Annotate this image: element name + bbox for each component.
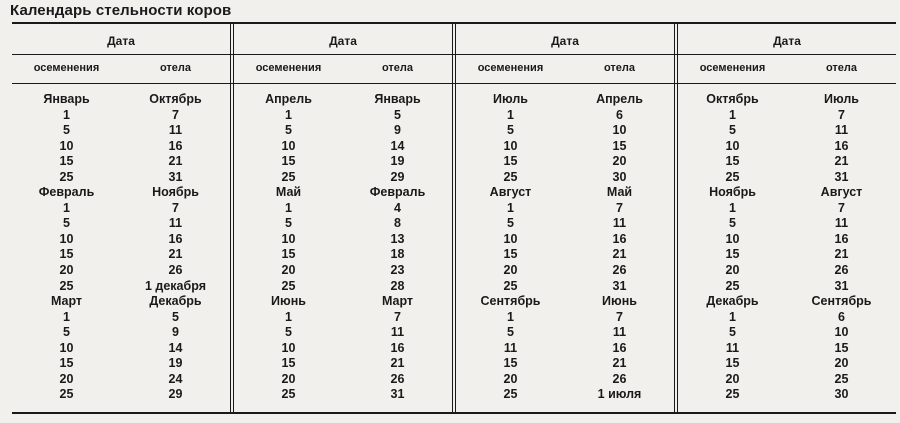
calving-cell: 7 — [172, 107, 179, 122]
calving-cell: 21 — [612, 356, 627, 371]
insemination-cell: 20 — [59, 371, 74, 386]
insemination-cell: 5 — [285, 216, 292, 231]
insemination-cell: 1 — [63, 200, 70, 215]
insemination-cell: 5 — [729, 216, 736, 231]
calving-cell: 21 — [168, 154, 183, 169]
insemination-cell: 15 — [59, 247, 74, 262]
calving-header: отела — [603, 62, 636, 74]
calving-cell: 21 — [168, 247, 183, 262]
calving-cell: 26 — [168, 263, 183, 278]
insemination-cell: 20 — [503, 263, 518, 278]
insemination-cell: 15 — [281, 356, 296, 371]
calving-cell: 9 — [172, 325, 179, 340]
date-columns — [234, 83, 452, 403]
calving-cell: 29 — [168, 387, 183, 402]
calving-cell: 21 — [834, 247, 849, 262]
insemination-cell: 15 — [503, 154, 518, 169]
calving-cell: Июнь — [602, 294, 637, 309]
calving-cell: 23 — [390, 263, 405, 278]
insemination-cell: Июль — [493, 92, 528, 106]
insemination-cell: 1 — [729, 309, 736, 324]
subheader-row — [234, 54, 452, 83]
insemination-cell: 1 — [285, 107, 292, 122]
calving-cell: 15 — [834, 340, 849, 355]
insemination-cell: Февраль — [38, 185, 95, 200]
insemination-cell: 25 — [281, 278, 296, 293]
calving-cell: 31 — [390, 387, 405, 402]
calving-cell: 7 — [394, 309, 401, 324]
insemination-cell: 20 — [281, 263, 296, 278]
calving-cell: 14 — [390, 138, 405, 153]
column-group-4 — [674, 24, 896, 412]
insemination-cell: 10 — [281, 340, 296, 355]
calving-cell: Январь — [374, 92, 421, 106]
calving-cell: 10 — [612, 123, 627, 138]
insemination-cell: 5 — [285, 123, 292, 138]
insemination-cell: 1 — [285, 309, 292, 324]
calving-cell: 21 — [612, 247, 627, 262]
calving-cell: Март — [381, 294, 414, 309]
calving-cell: 20 — [612, 154, 627, 169]
insemination-cell: 15 — [725, 247, 740, 262]
insemination-cell: Декабрь — [706, 294, 759, 309]
calving-column — [787, 92, 896, 403]
calving-cell: 8 — [394, 216, 401, 231]
calving-cell: Июль — [824, 92, 859, 106]
calving-cell: Ноябрь — [152, 185, 199, 200]
insemination-cell: Ноябрь — [709, 185, 756, 200]
insemination-header: осеменения — [255, 62, 322, 74]
calving-cell: Декабрь — [149, 294, 202, 309]
insemination-header: осеменения — [699, 62, 766, 74]
date-columns — [678, 83, 896, 403]
insemination-cell: 10 — [59, 340, 74, 355]
calving-header: отела — [381, 62, 414, 74]
column-group-3 — [452, 24, 674, 412]
calving-cell: 1 декабря — [144, 278, 206, 293]
calving-cell: 18 — [390, 247, 405, 262]
insemination-header: осеменения — [477, 62, 544, 74]
calving-cell: 14 — [168, 340, 183, 355]
insemination-cell: 10 — [725, 138, 740, 153]
insemination-cell: 20 — [59, 263, 74, 278]
calving-cell: 7 — [616, 200, 623, 215]
date-header: Дата — [329, 34, 357, 48]
calving-cell: Октябрь — [149, 92, 202, 106]
calving-cell: 19 — [168, 356, 183, 371]
insemination-cell: 10 — [281, 231, 296, 246]
insemination-cell: 1 — [729, 200, 736, 215]
insemination-cell: Июнь — [271, 294, 306, 309]
insemination-cell: 5 — [63, 123, 70, 138]
calving-cell: 6 — [838, 309, 845, 324]
insemination-cell: 1 — [63, 107, 70, 122]
calving-cell: 31 — [612, 278, 627, 293]
calving-cell: 26 — [834, 263, 849, 278]
calving-header: отела — [825, 62, 858, 74]
insemination-cell: 1 — [285, 200, 292, 215]
insemination-cell: 15 — [281, 247, 296, 262]
insemination-cell: 5 — [63, 325, 70, 340]
date-header: Дата — [773, 34, 801, 48]
calving-cell: 20 — [834, 356, 849, 371]
insemination-column — [12, 92, 121, 403]
calving-header: отела — [159, 62, 192, 74]
subheader-row — [678, 54, 896, 83]
bottom-rule — [12, 412, 896, 414]
date-header: Дата — [107, 34, 135, 48]
calving-column — [121, 92, 230, 403]
insemination-cell: 5 — [285, 325, 292, 340]
insemination-cell: 25 — [725, 169, 740, 184]
insemination-cell: 25 — [59, 169, 74, 184]
calving-cell: 29 — [390, 169, 405, 184]
insemination-cell: 1 — [507, 200, 514, 215]
calving-cell: 24 — [168, 371, 183, 386]
insemination-cell: Январь — [43, 92, 90, 106]
calving-cell: 11 — [834, 123, 849, 138]
insemination-column — [234, 92, 343, 403]
insemination-cell: 25 — [59, 387, 74, 402]
calving-cell: 7 — [838, 107, 845, 122]
calving-cell: 4 — [394, 200, 401, 215]
date-columns — [456, 83, 674, 403]
calving-cell: 5 — [172, 309, 179, 324]
calving-cell: 16 — [834, 138, 849, 153]
insemination-column — [456, 92, 565, 403]
calving-column — [565, 92, 674, 403]
insemination-cell: 10 — [59, 231, 74, 246]
insemination-cell: 20 — [503, 371, 518, 386]
insemination-cell: 25 — [503, 169, 518, 184]
calving-cell: 26 — [612, 371, 627, 386]
calving-cell: Август — [820, 185, 863, 200]
column-group-2 — [230, 24, 452, 412]
calving-cell: 26 — [612, 263, 627, 278]
calving-cell: 26 — [390, 371, 405, 386]
insemination-cell: 20 — [725, 263, 740, 278]
calving-cell: 5 — [394, 107, 401, 122]
calving-cell: 21 — [834, 154, 849, 169]
calving-cell: 11 — [612, 216, 627, 231]
insemination-cell: 1 — [63, 309, 70, 324]
insemination-cell: 25 — [281, 387, 296, 402]
calving-cell: 9 — [394, 123, 401, 138]
calving-cell: 11 — [834, 216, 849, 231]
calving-cell: 6 — [616, 107, 623, 122]
insemination-cell: Май — [275, 185, 302, 200]
insemination-cell: 1 — [507, 309, 514, 324]
insemination-cell: 11 — [503, 340, 518, 355]
calving-cell: 16 — [834, 231, 849, 246]
calving-cell: 28 — [390, 278, 405, 293]
calving-cell: 11 — [612, 325, 627, 340]
insemination-cell: Март — [50, 294, 83, 309]
insemination-cell: 15 — [503, 356, 518, 371]
insemination-cell: Октябрь — [706, 92, 759, 106]
insemination-cell: 15 — [503, 247, 518, 262]
insemination-cell: 5 — [507, 216, 514, 231]
insemination-cell: 5 — [507, 325, 514, 340]
insemination-cell: 10 — [725, 231, 740, 246]
insemination-cell: 20 — [725, 371, 740, 386]
calving-cell: 11 — [168, 216, 183, 231]
calving-cell: 16 — [612, 231, 627, 246]
calving-cell: 30 — [612, 169, 627, 184]
insemination-cell: 10 — [281, 138, 296, 153]
calving-cell: 31 — [168, 169, 183, 184]
calving-cell: 13 — [390, 231, 405, 246]
date-columns — [12, 83, 230, 403]
insemination-cell: 5 — [507, 123, 514, 138]
insemination-header: осеменения — [33, 62, 100, 74]
insemination-cell: 25 — [725, 278, 740, 293]
calving-cell: 31 — [834, 169, 849, 184]
insemination-cell: 15 — [281, 154, 296, 169]
insemination-cell: 10 — [503, 138, 518, 153]
calving-cell: 10 — [834, 325, 849, 340]
column-group-1 — [12, 24, 230, 412]
insemination-cell: 11 — [725, 340, 740, 355]
insemination-cell: 15 — [59, 356, 74, 371]
insemination-column — [678, 92, 787, 403]
calving-cell: Сентябрь — [811, 294, 872, 309]
insemination-cell: 25 — [59, 278, 74, 293]
insemination-cell: 25 — [503, 387, 518, 402]
subheader-row — [456, 54, 674, 83]
insemination-cell: 10 — [503, 231, 518, 246]
calving-cell: 16 — [390, 340, 405, 355]
calving-cell: 16 — [168, 231, 183, 246]
calving-cell: 16 — [168, 138, 183, 153]
calendar-table — [12, 24, 896, 412]
calving-cell: 15 — [612, 138, 627, 153]
insemination-cell: 10 — [59, 138, 74, 153]
calving-cell: 31 — [834, 278, 849, 293]
insemination-cell: 1 — [729, 107, 736, 122]
calving-cell: 11 — [168, 123, 183, 138]
calving-column — [343, 92, 452, 403]
calving-cell: 25 — [834, 371, 849, 386]
calving-cell: 21 — [390, 356, 405, 371]
insemination-cell: 1 — [507, 107, 514, 122]
subheader-row — [12, 54, 230, 83]
date-header: Дата — [551, 34, 579, 48]
calving-cell: 7 — [838, 200, 845, 215]
page-title: Календарь стельности коров — [10, 2, 232, 19]
calving-cell: 7 — [616, 309, 623, 324]
insemination-cell: Август — [489, 185, 532, 200]
insemination-cell: 25 — [281, 169, 296, 184]
calving-cell: Февраль — [369, 185, 426, 200]
insemination-cell: 25 — [725, 387, 740, 402]
insemination-cell: Сентябрь — [480, 294, 541, 309]
insemination-cell: 5 — [63, 216, 70, 231]
insemination-cell: 5 — [729, 325, 736, 340]
calving-cell: 1 июля — [597, 387, 642, 402]
insemination-cell: 15 — [725, 154, 740, 169]
insemination-cell: 15 — [725, 356, 740, 371]
insemination-cell: 5 — [729, 123, 736, 138]
insemination-cell: 15 — [59, 154, 74, 169]
insemination-cell: 20 — [281, 371, 296, 386]
calving-cell: 11 — [390, 325, 405, 340]
calving-cell: Май — [606, 185, 633, 200]
calving-cell: 7 — [172, 200, 179, 215]
calving-cell: 19 — [390, 154, 405, 169]
calving-cell: Апрель — [596, 92, 643, 106]
calving-cell: 16 — [612, 340, 627, 355]
insemination-cell: Апрель — [265, 92, 312, 106]
insemination-cell: 25 — [503, 278, 518, 293]
calving-cell: 30 — [834, 387, 849, 402]
